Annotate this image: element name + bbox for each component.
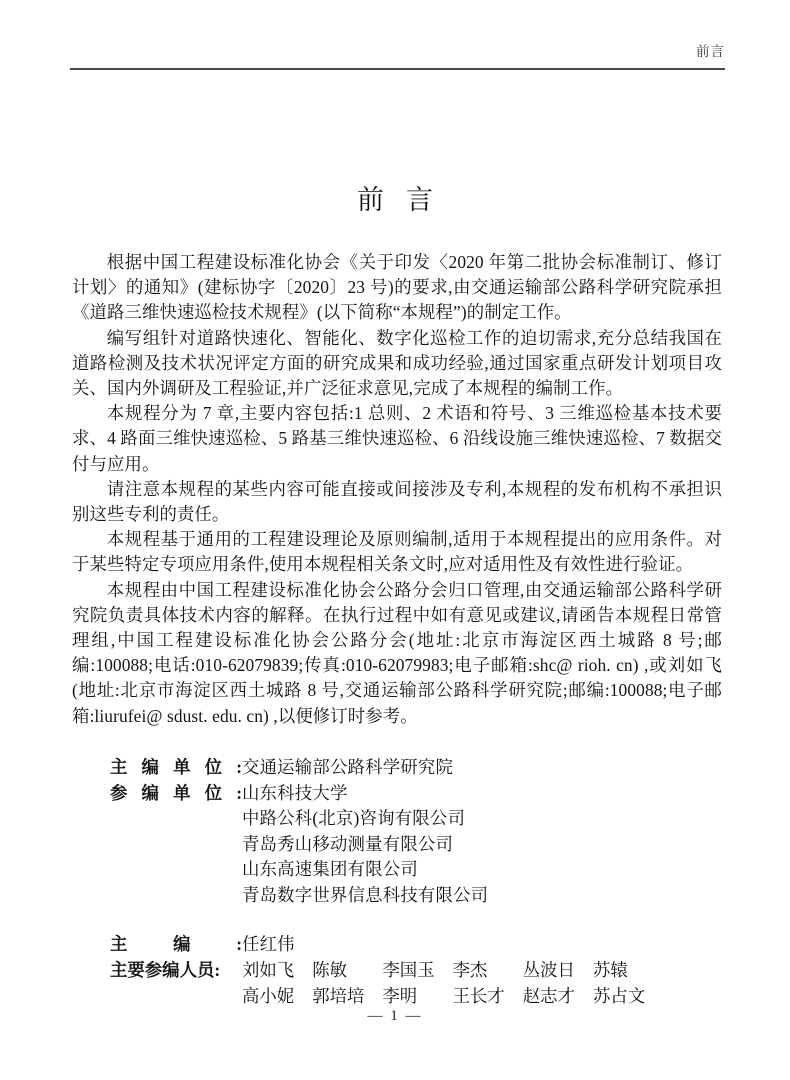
participant-name: 李杰 bbox=[452, 959, 488, 980]
participant-name: 赵志才 bbox=[522, 986, 575, 1007]
label-char: 主 bbox=[110, 934, 128, 954]
chief-editor-label: 主 编 : bbox=[110, 932, 242, 958]
running-header-text: 前言 bbox=[696, 44, 725, 59]
chief-organization-row bbox=[110, 755, 730, 781]
credits-organizations bbox=[110, 755, 730, 909]
participant-name: 丛波日 bbox=[522, 959, 575, 980]
participant-organization-value: 山东高速集团有限公司 bbox=[242, 859, 418, 880]
participant-name: 陈敏 bbox=[312, 959, 347, 980]
chief-editor-value: 任红伟 bbox=[242, 934, 295, 954]
participant-name: 苏占文 bbox=[592, 986, 646, 1007]
participant-name: 高小妮 bbox=[242, 986, 295, 1007]
paragraph: 本规程基于通用的工程建设理论及原则编制,适用于本规程提出的应用条件。对于某些特定专项应用条件,使用本规程相关条文时,应对适用性及有效性进行验证。 bbox=[72, 529, 722, 575]
header-rule bbox=[70, 68, 725, 70]
participant-name: 王长才 bbox=[452, 986, 505, 1007]
running-header bbox=[70, 40, 725, 74]
credits-people bbox=[110, 932, 730, 1010]
paragraph: 本规程分为 7 章,主要内容包括:1 总则、2 术语和符号、3 三维巡检基本技术要求、4 路面三维快速巡检、5 路基三维快速巡检、6 沿线设施三维快速巡检、7 数据交付与应用。 bbox=[72, 403, 722, 474]
participants-row bbox=[110, 958, 730, 1010]
paragraph: 本规程由中国工程建设标准化协会公路分会归口管理,由交通运输部公路科学研究院负责具体技术内容的解释。在执行过程中如有意见或建议,请函告本规程日常管理组,中国工程建设标准化协会公路分会(地址:北京市海淀区西土城路 8 号;邮编:100088;电话:010-62079839;传真:010-62079983;电子邮箱:shc@ rioh. cn) ,或刘如飞(地址:北京市海淀区西土城路 8 号,交通运输部公路科学研究院;邮编:100088;电子邮箱:liurufei@ sdust. edu. cn) ,以便修订时参考。 bbox=[72, 579, 722, 726]
participant-organization-value: 青岛数字世界信息科技有限公司 bbox=[242, 884, 489, 905]
chief-organization-label: 主 编 单 位 : bbox=[110, 755, 242, 781]
chief-organization-value: 交通运输部公路科学研究院 bbox=[242, 757, 454, 777]
participant-name: 苏辕 bbox=[592, 959, 628, 980]
label-char: 单 bbox=[173, 782, 191, 803]
participant-organization-label: 参 编 单 位 : bbox=[110, 781, 242, 807]
participant-name: 刘如飞 bbox=[242, 959, 295, 980]
label-char: 单 bbox=[173, 757, 191, 777]
participant-name: 郭培培 bbox=[312, 986, 365, 1007]
chief-editor-row bbox=[110, 932, 730, 958]
paragraph: 编写组针对道路快速化、智能化、数字化巡检工作的迫切需求,充分总结我国在道路检测及技术状况评定方面的研究成果和成功经验,通过国家重点研发计划项目攻关、国内外调研及工程验证,并广泛征求意见,完成了本规程的编制工作。 bbox=[72, 327, 722, 399]
participants-label: 主要参编人员 : bbox=[110, 958, 242, 984]
label-char: 编 bbox=[141, 757, 159, 777]
page-title: 前言 bbox=[357, 185, 455, 215]
participant-organization-value: 中路公科(北京)咨询有限公司 bbox=[242, 808, 466, 829]
label-char: 位 bbox=[204, 757, 223, 777]
participants-grid bbox=[242, 958, 646, 1010]
participant-organization-row bbox=[110, 781, 730, 807]
participants-label-text: 主要参编人员 bbox=[110, 959, 215, 980]
label-char: 主 bbox=[110, 757, 128, 777]
body-content bbox=[72, 250, 722, 729]
label-char: 编 bbox=[141, 782, 159, 803]
paragraph: 根据中国工程建设标准化协会《关于印发〈2020 年第二批协会标准制订、修订计划〉的通知》(建标协字〔2020〕23 号)的要求,由交通运输部公路科学研究院承担《道路三维快速巡检技术规程》(以下简称“本规程”)的制定工作。 bbox=[72, 252, 722, 323]
participant-organization-value: 青岛秀山移动测量有限公司 bbox=[242, 833, 454, 854]
label-char: 参 bbox=[110, 782, 128, 803]
page-footer: — 1 — bbox=[367, 1008, 423, 1024]
participant-name: 李明 bbox=[382, 986, 418, 1007]
paragraph: 请注意本规程的某些内容可能直接或间接涉及专利,本规程的发布机构不承担识别这些专利的责任。 bbox=[72, 478, 722, 525]
label-char: 位 bbox=[204, 782, 223, 803]
participant-organization-value: 山东科技大学 bbox=[242, 782, 348, 803]
label-char: 编 bbox=[173, 934, 191, 954]
participant-name: 李国玉 bbox=[382, 959, 435, 980]
